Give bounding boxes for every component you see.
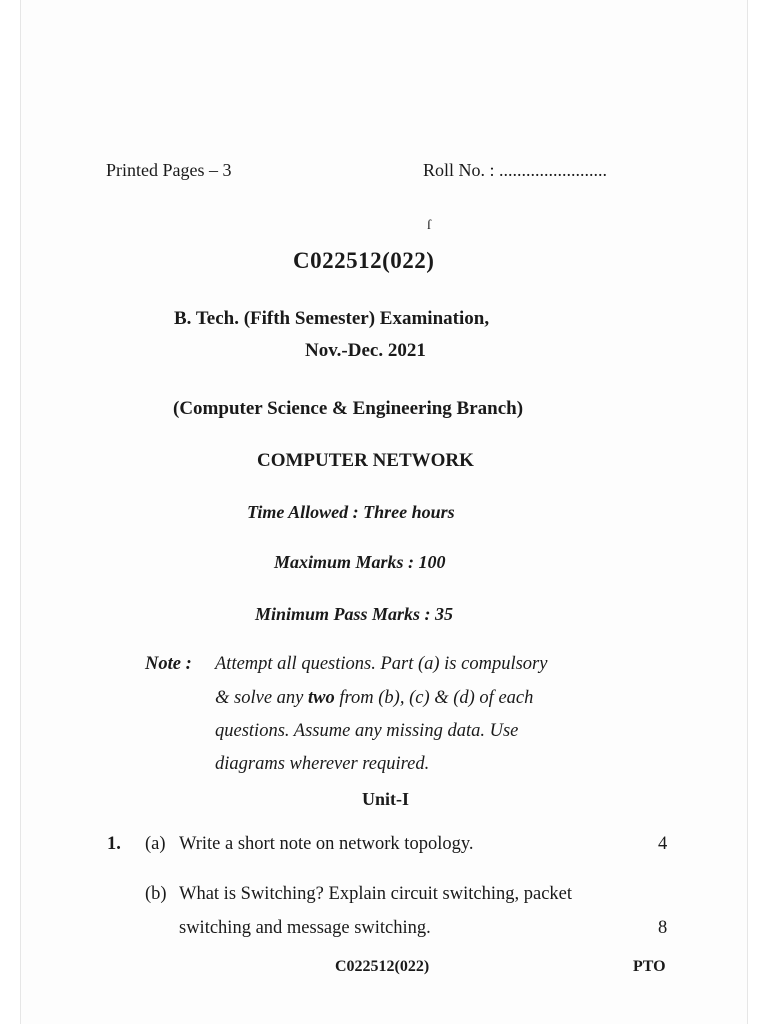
question-number: 1. [107, 834, 121, 854]
question-marks: 4 [658, 834, 668, 854]
printed-pages: Printed Pages – 3 [106, 160, 232, 180]
question-text: Write a short note on network topology. [179, 834, 474, 854]
maximum-marks: Maximum Marks : 100 [274, 552, 446, 572]
branch: (Computer Science & Engineering Branch) [173, 398, 524, 419]
unit-heading: Unit-I [362, 789, 410, 809]
footer-pto: PTO [633, 958, 666, 975]
roll-number-field: Roll No. : ........................ [423, 160, 608, 180]
stray-mark: ſ [427, 218, 431, 233]
note-label: Note : [145, 654, 192, 674]
subject-title: COMPUTER NETWORK [257, 450, 474, 471]
footer-paper-code: C022512(022) [335, 958, 430, 975]
exam-title: B. Tech. (Fifth Semester) Examination, [174, 308, 490, 329]
note-line-2: & solve any two from (b), (c) & (d) of each [215, 688, 534, 708]
exam-session: Nov.-Dec. 2021 [305, 340, 426, 361]
part-label: (b) [145, 884, 167, 904]
part-label: (a) [145, 834, 166, 854]
minimum-pass-marks: Minimum Pass Marks : 35 [255, 604, 454, 624]
paper-code: C022512(022) [293, 248, 435, 273]
question-text-continued: switching and message switching. [179, 918, 431, 938]
question-marks: 8 [658, 918, 668, 938]
note-line-1: Attempt all questions. Part (a) is compulsory [215, 654, 548, 674]
note-line-3: questions. Assume any missing data. Use [215, 721, 519, 741]
question-text: What is Switching? Explain circuit switching, packet [179, 884, 573, 904]
note-line-4: diagrams wherever required. [215, 754, 430, 774]
time-allowed: Time Allowed : Three hours [247, 502, 455, 522]
question-paper-page [20, 0, 748, 1024]
